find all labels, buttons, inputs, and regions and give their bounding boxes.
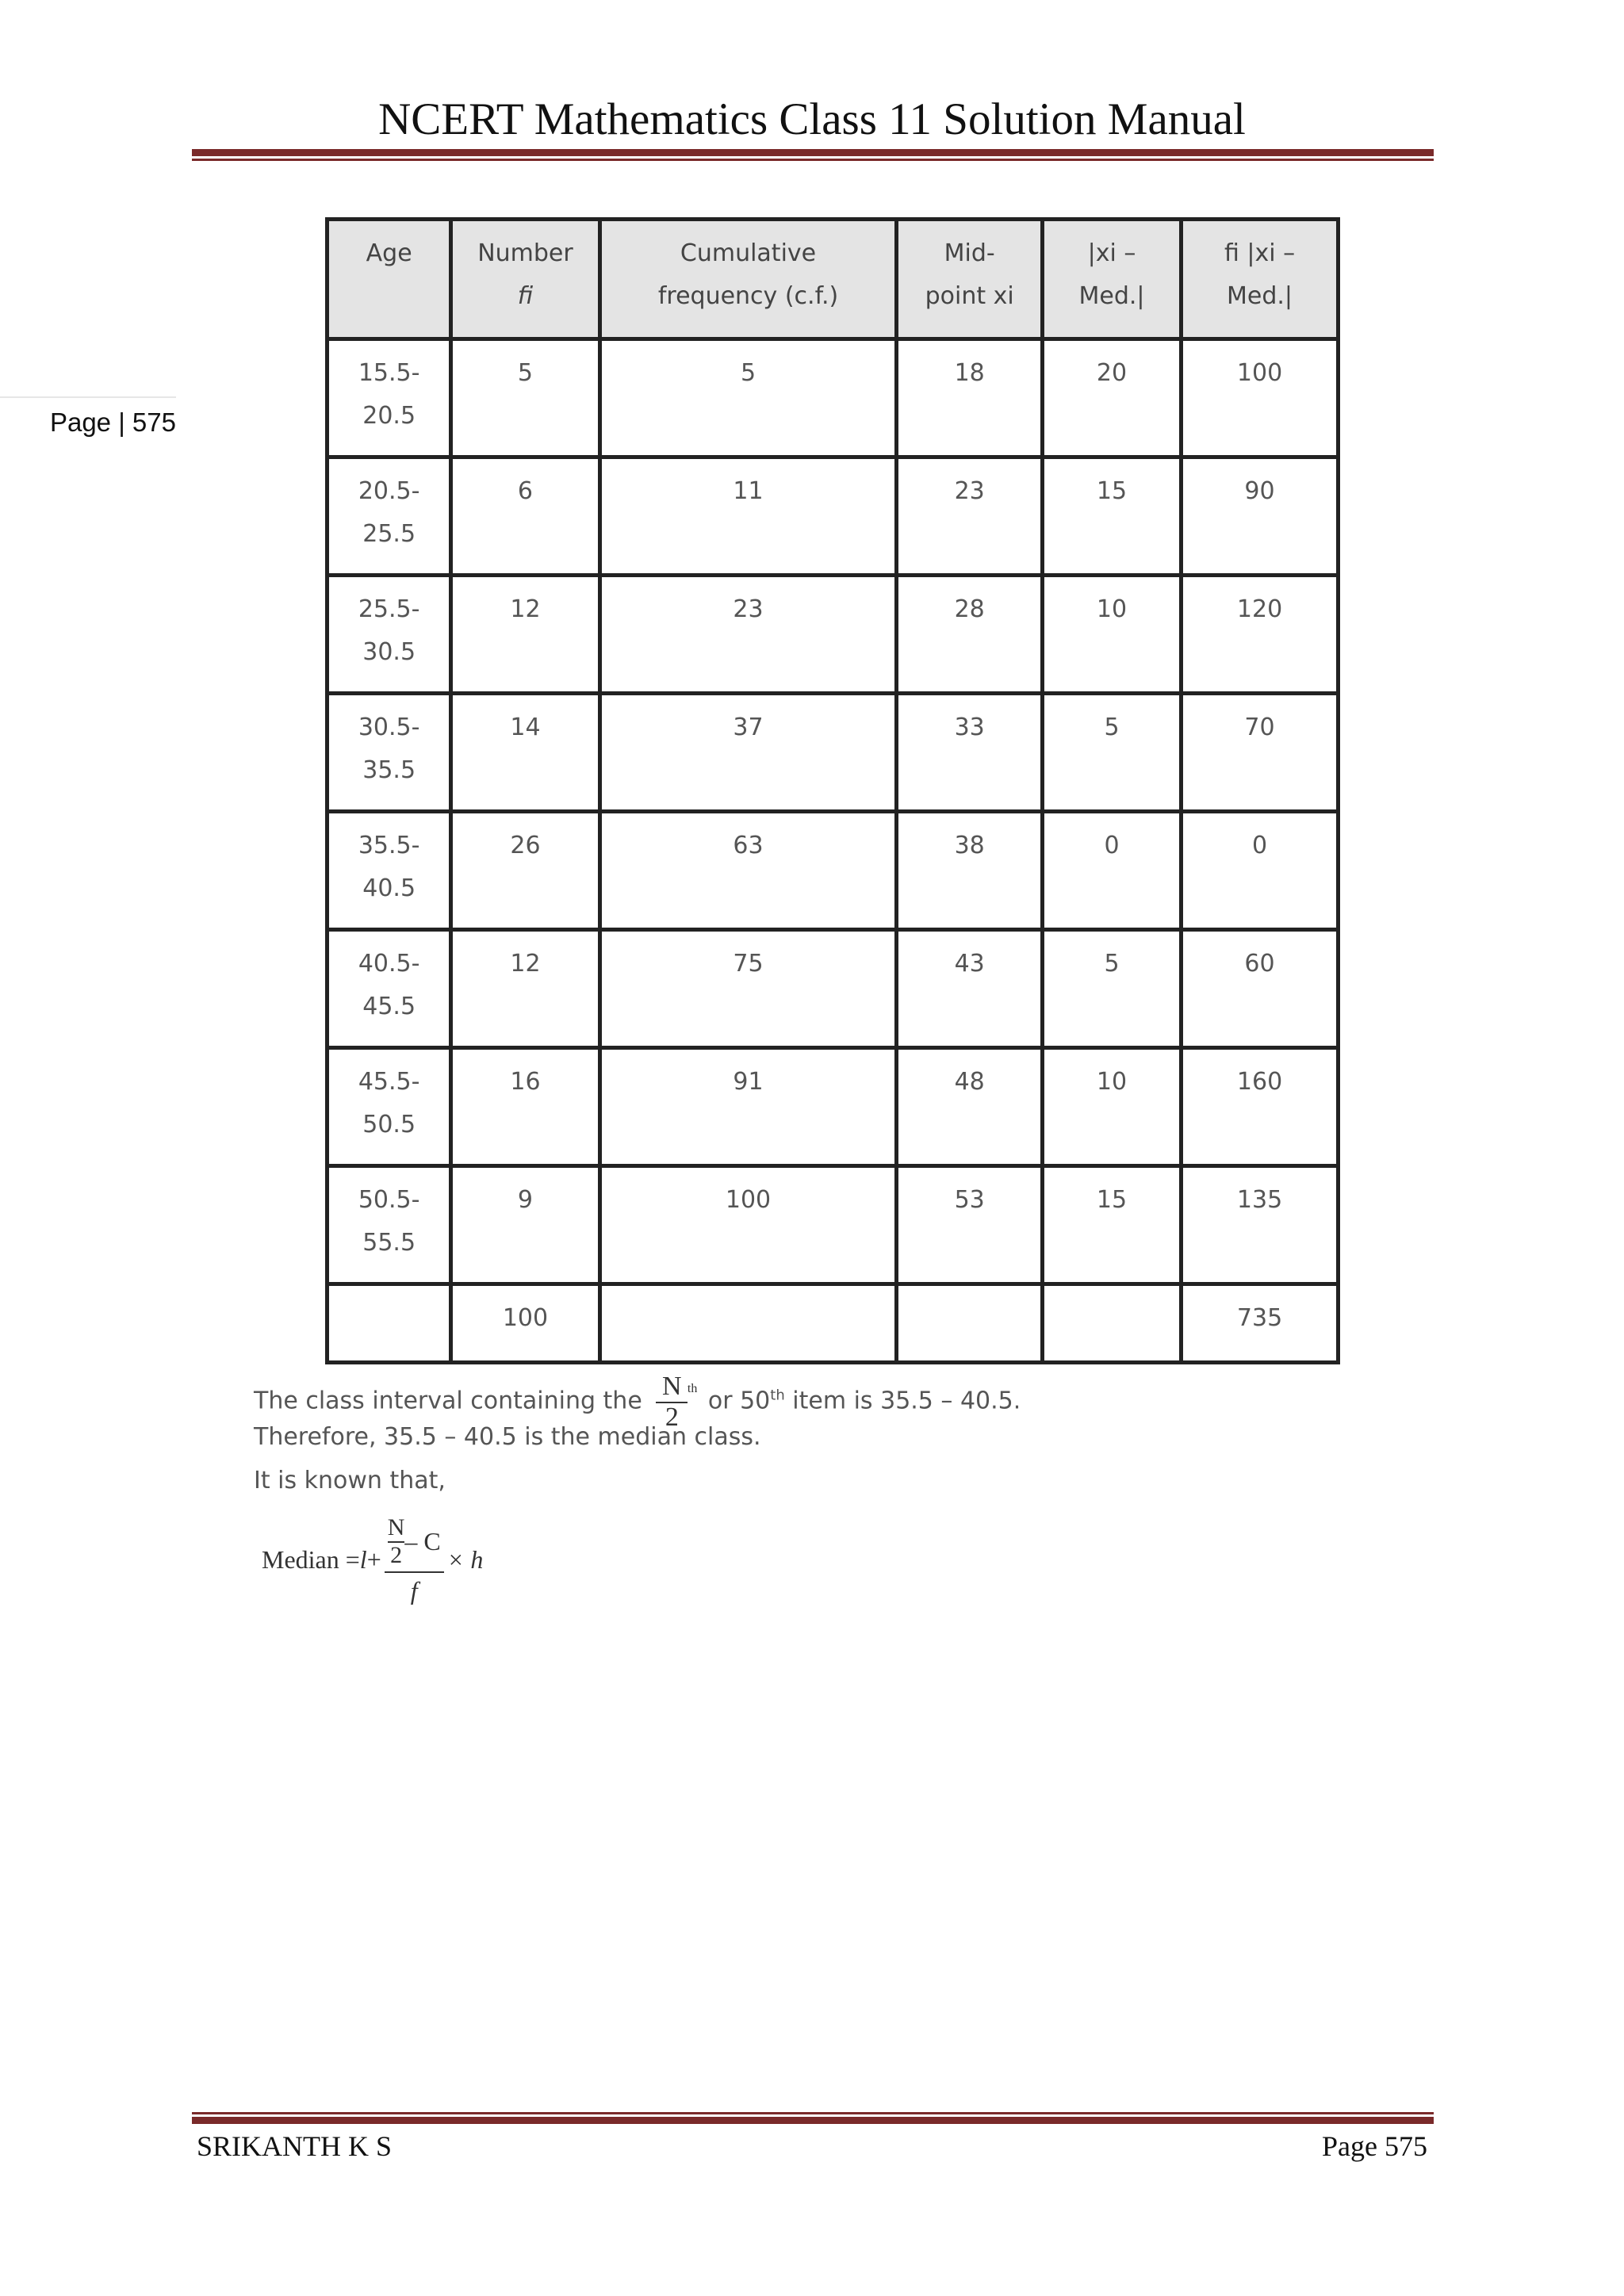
header-number: Number fi [451,220,599,339]
cell-frequency: 6 [451,457,599,576]
cell-weighted-deviation: 90 [1182,457,1339,576]
table-row [327,339,1339,457]
cell-frequency: 12 [451,930,599,1048]
table-header-row [327,220,1339,339]
header-midpoint: Mid- point xi [897,220,1043,339]
cell-midpoint: 38 [897,812,1043,930]
total-deviation [1043,1284,1182,1363]
cell-weighted-deviation: 100 [1182,339,1339,457]
cell-age: 40.5- 45.5 [327,930,451,1048]
solution-line-median-class: Therefore, 35.5 – 40.5 is the median class. [254,1423,761,1451]
cell-age: 45.5- 50.5 [327,1048,451,1166]
table-row [327,1166,1339,1284]
cell-deviation: 15 [1043,1166,1182,1284]
median-deviation-table [325,217,1340,1364]
cell-deviation: 10 [1043,576,1182,694]
cell-deviation: 0 [1043,812,1182,930]
solution-text [254,1372,1443,1502]
cell-midpoint: 23 [897,457,1043,576]
table-row [327,576,1339,694]
cell-weighted-deviation: 160 [1182,1048,1339,1166]
footer-author: SRIKANTH K S [197,2130,393,2162]
table-row [327,930,1339,1048]
cell-weighted-deviation: 135 [1182,1166,1339,1284]
cell-frequency: 5 [451,339,599,457]
cell-cumulative-frequency: 91 [599,1048,897,1166]
cell-weighted-deviation: 70 [1182,694,1339,812]
table-total-row [327,1284,1339,1363]
cell-age: 20.5- 25.5 [327,457,451,576]
cell-weighted-deviation: 120 [1182,576,1339,694]
cell-age: 35.5- 40.5 [327,812,451,930]
cell-cumulative-frequency: 11 [599,457,897,576]
table-row [327,694,1339,812]
cell-deviation: 5 [1043,930,1182,1048]
cell-age: 30.5- 35.5 [327,694,451,812]
cell-cumulative-frequency: 100 [599,1166,897,1284]
cell-weighted-deviation: 0 [1182,812,1339,930]
cell-midpoint: 28 [897,576,1043,694]
cell-cumulative-frequency: 37 [599,694,897,812]
cell-weighted-deviation: 60 [1182,930,1339,1048]
cell-cumulative-frequency: 23 [599,576,897,694]
cell-midpoint: 33 [897,694,1043,812]
table-row [327,1048,1339,1166]
cell-frequency: 12 [451,576,599,694]
page-header-title: NCERT Mathematics Class 11 Solution Manual [378,94,1246,144]
header-cumulative-frequency: Cumulative frequency (c.f.) [599,220,897,339]
cell-age: 15.5- 20.5 [327,339,451,457]
cell-deviation: 10 [1043,1048,1182,1166]
cell-frequency: 9 [451,1166,599,1284]
median-formula: Median = l + N 2 – C f × h [262,1514,484,1605]
cell-deviation: 5 [1043,694,1182,812]
footer-rule [192,2112,1434,2124]
header-age: Age [327,220,451,339]
cell-midpoint: 53 [897,1166,1043,1284]
side-page-number: Page | 575 [0,396,176,438]
header-weighted-deviation: fi |xi – Med.| [1182,220,1339,339]
header-rule [192,149,1434,161]
cell-deviation: 20 [1043,339,1182,457]
cell-frequency: 14 [451,694,599,812]
footer-page-number: Page 575 [1322,2130,1427,2162]
n-over-2-fraction: N 2 th [656,1372,688,1432]
total-weighted-deviation: 735 [1182,1284,1339,1363]
total-midpoint [897,1284,1043,1363]
cell-age: 50.5- 55.5 [327,1166,451,1284]
cell-cumulative-frequency: 75 [599,930,897,1048]
cell-age: 25.5- 30.5 [327,576,451,694]
cell-frequency: 26 [451,812,599,930]
cell-midpoint: 43 [897,930,1043,1048]
header-deviation: |xi – Med.| [1043,220,1182,339]
cell-cumulative-frequency: 63 [599,812,897,930]
total-frequency: 100 [451,1284,599,1363]
formula-fraction: N 2 – C f [385,1514,444,1605]
cell-deviation: 15 [1043,457,1182,576]
solution-line-known: It is known that, [254,1467,446,1494]
solution-line-median-item: The class interval containing the N 2 th or 50th item is 35.5 – 40.5. [254,1372,1021,1432]
table-row [327,812,1339,930]
cell-midpoint: 18 [897,339,1043,457]
total-cumulative [599,1284,897,1363]
cell-frequency: 16 [451,1048,599,1166]
cell-midpoint: 48 [897,1048,1043,1166]
total-age [327,1284,451,1363]
cell-cumulative-frequency: 5 [599,339,897,457]
table-row [327,457,1339,576]
